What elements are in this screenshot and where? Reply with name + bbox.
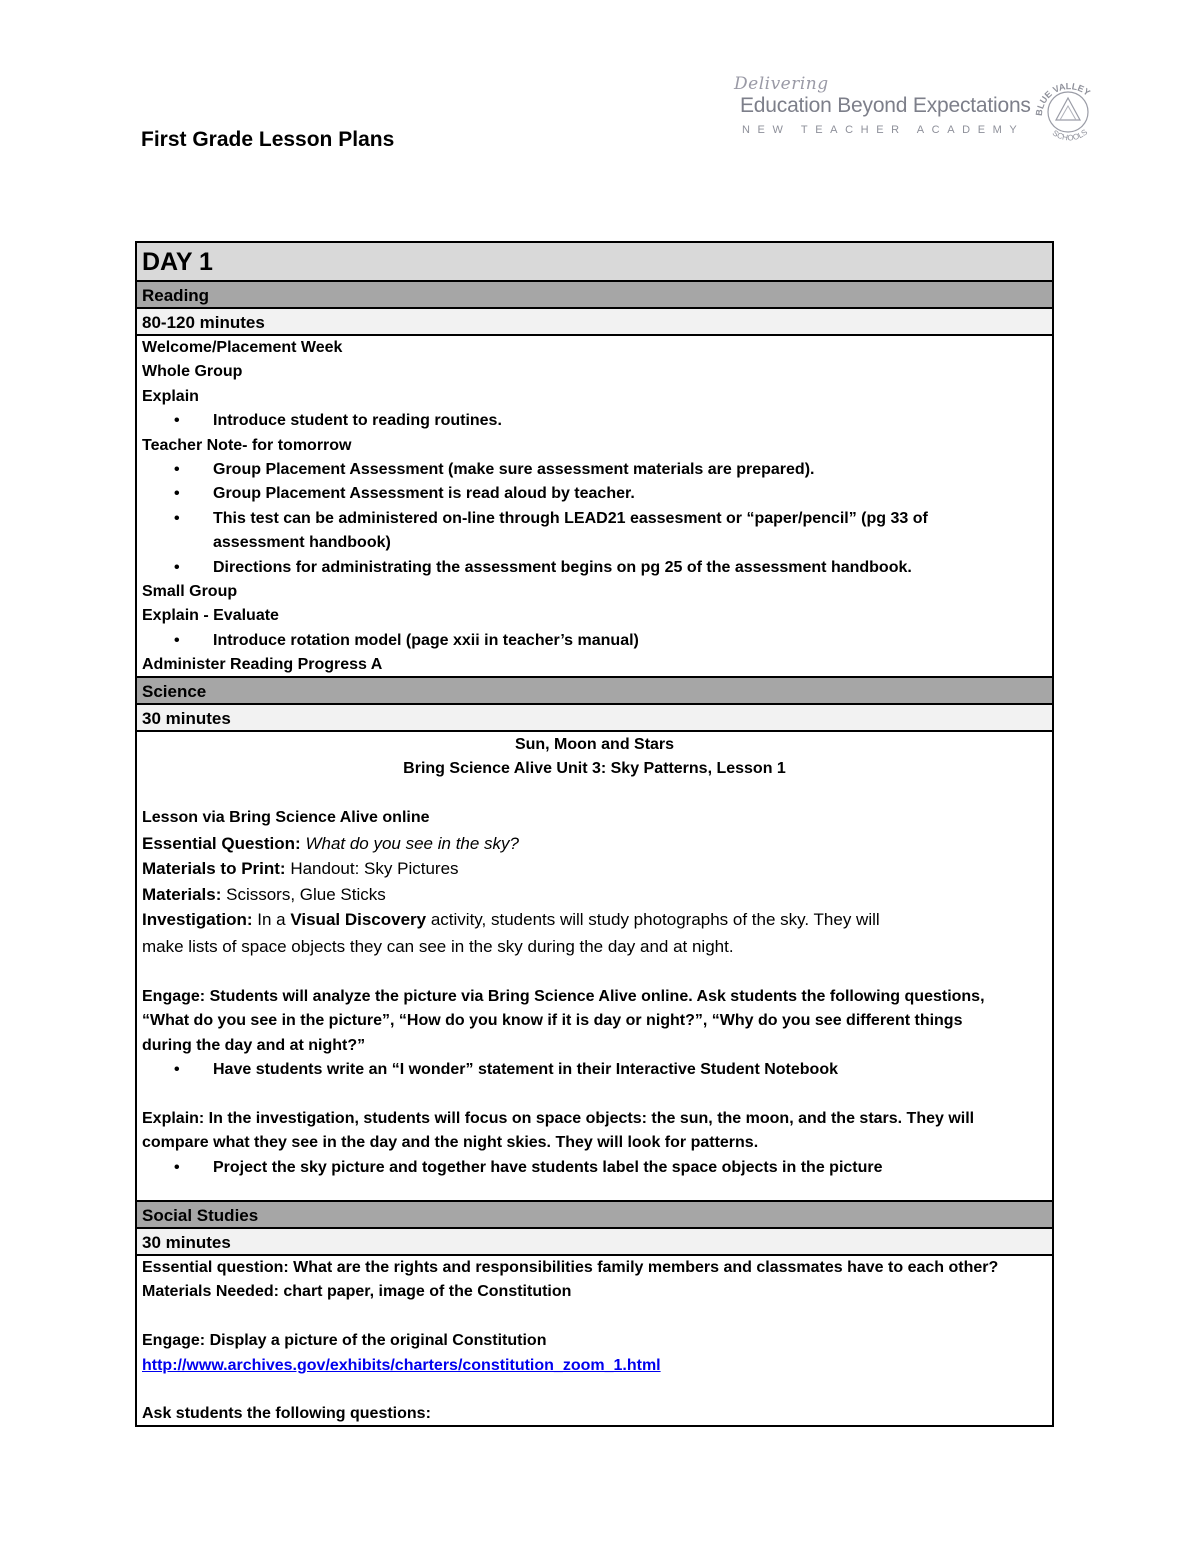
reading-line: Explain - Evaluate (142, 607, 279, 625)
logo-script-text: Delivering (734, 74, 829, 94)
reading-heading: Reading (137, 282, 1052, 309)
engage-text: during the day and at night?” (142, 1036, 366, 1054)
label: Essential Question: (142, 833, 301, 853)
reading-line: Explain (142, 387, 199, 405)
science-heading: Science (137, 678, 1052, 705)
day-heading: DAY 1 (137, 243, 1052, 282)
engage-text: Engage: Students will analyze the picture via Bring Science Alive online. Ask students the following questions, (142, 987, 985, 1005)
social-studies-content (137, 1256, 1052, 1425)
value: Scissors, Glue Sticks (226, 884, 386, 904)
reading-bullet: • Introduce rotation model (page xxii in teacher’s manual) (142, 629, 1047, 653)
school-seal-icon (1030, 76, 1104, 142)
explain-text: Explain: In the investigation, students will focus on space objects: the sun, the moon, and the stars. They will (142, 1109, 975, 1127)
reading-bullet: • Directions for administrating the assessment begins on pg 25 of the assessment handbook. (142, 556, 1047, 580)
seal-top-text: BLUE VALLEY (1033, 81, 1093, 117)
social-studies-heading: Social Studies (137, 1202, 1052, 1229)
reading-bullet: • Group Placement Assessment (make sure assessment materials are prepared). (142, 458, 1047, 482)
science-content (137, 732, 1052, 1202)
materials (142, 882, 1047, 908)
blank-line (142, 960, 1047, 984)
page-title: First Grade Lesson Plans (141, 128, 395, 151)
blank-line (142, 782, 1047, 806)
ss-materials: Materials Needed: chart paper, image of the Constitution (142, 1283, 572, 1301)
social-studies-time: 30 minutes (137, 1229, 1052, 1256)
value-bold: Visual Discovery (290, 910, 427, 930)
value: Handout: Sky Pictures (290, 859, 459, 879)
reading-line: Whole Group (142, 363, 243, 381)
reading-bullet: • Introduce student to reading routines. (142, 409, 1047, 433)
ss-ask: Ask students the following questions: (142, 1405, 431, 1423)
investigation-cont: make lists of space objects they can see in the sky during the day and at night. (142, 936, 734, 956)
engage-bullet: • Have students write an “I wonder” statement in their Interactive Student Notebook (142, 1058, 1047, 1082)
reading-bullet (142, 507, 1047, 556)
explain-text: compare what they see in the day and the night skies. They will look for patterns. (142, 1134, 759, 1152)
science-title: Sun, Moon and Stars (514, 736, 675, 753)
value: What do you see in the sky? (305, 833, 519, 853)
reading-bullet-line: assessment handbook) (213, 534, 391, 552)
label: Materials to Print: (142, 859, 286, 879)
blank-line (142, 1305, 1047, 1329)
science-lesson-via: Lesson via Bring Science Alive online (142, 809, 430, 827)
science-subtitle: Bring Science Alive Unit 3: Sky Patterns, Lesson 1 (403, 760, 786, 778)
value: activity, students will study photographs of the sky. They will (426, 910, 880, 930)
reading-line: Welcome/Placement Week (142, 339, 343, 356)
reading-time: 80-120 minutes (137, 309, 1052, 336)
investigation (142, 907, 1047, 934)
science-time: 30 minutes (137, 705, 1052, 732)
logo-main-text: Education Beyond Expectations (740, 94, 1031, 117)
seal-bottom-text: SCHOOLS (1050, 127, 1090, 142)
ss-engage: Engage: Display a picture of the original Constitution (142, 1332, 547, 1350)
engage-text: “What do you see in the picture”, “How do you know if it is day or night?”, “Why do you see different things (142, 1012, 963, 1030)
value: In a (257, 910, 291, 930)
blank-line (142, 1378, 1047, 1402)
lesson-plan-table (135, 241, 1054, 1427)
reading-line: Administer Reading Progress A (142, 656, 383, 674)
reading-bullet: • Group Placement Assessment is read aloud by teacher. (142, 482, 1047, 506)
svg-text:SCHOOLS (1051, 128, 1089, 142)
blank-line (142, 1082, 1047, 1106)
label: Investigation: (142, 910, 253, 930)
essential-question (142, 831, 1047, 857)
constitution-link[interactable]: http://www.archives.gov/exhibits/charters/constitution_zoom_1.html (142, 1356, 661, 1374)
label: Materials: (142, 884, 222, 904)
academy-logo (728, 74, 1108, 146)
reading-line: Small Group (142, 583, 238, 601)
reading-bullet-line: • This test can be administered on-line through LEAD21 eassesment or “paper/pencil” (pg 33 of (213, 509, 928, 527)
reading-content (137, 336, 1052, 678)
explain-bullet: • Project the sky picture and together have students label the space objects in the picture (142, 1156, 1047, 1180)
materials-to-print (142, 856, 1047, 882)
logo-sub-text: NEW TEACHER ACADEMY (742, 124, 1025, 136)
ss-essential-question: Essential question: What are the rights and responsibilities family members and classmates have to each other? (142, 1259, 999, 1276)
reading-line: Teacher Note- for tomorrow (142, 436, 352, 454)
